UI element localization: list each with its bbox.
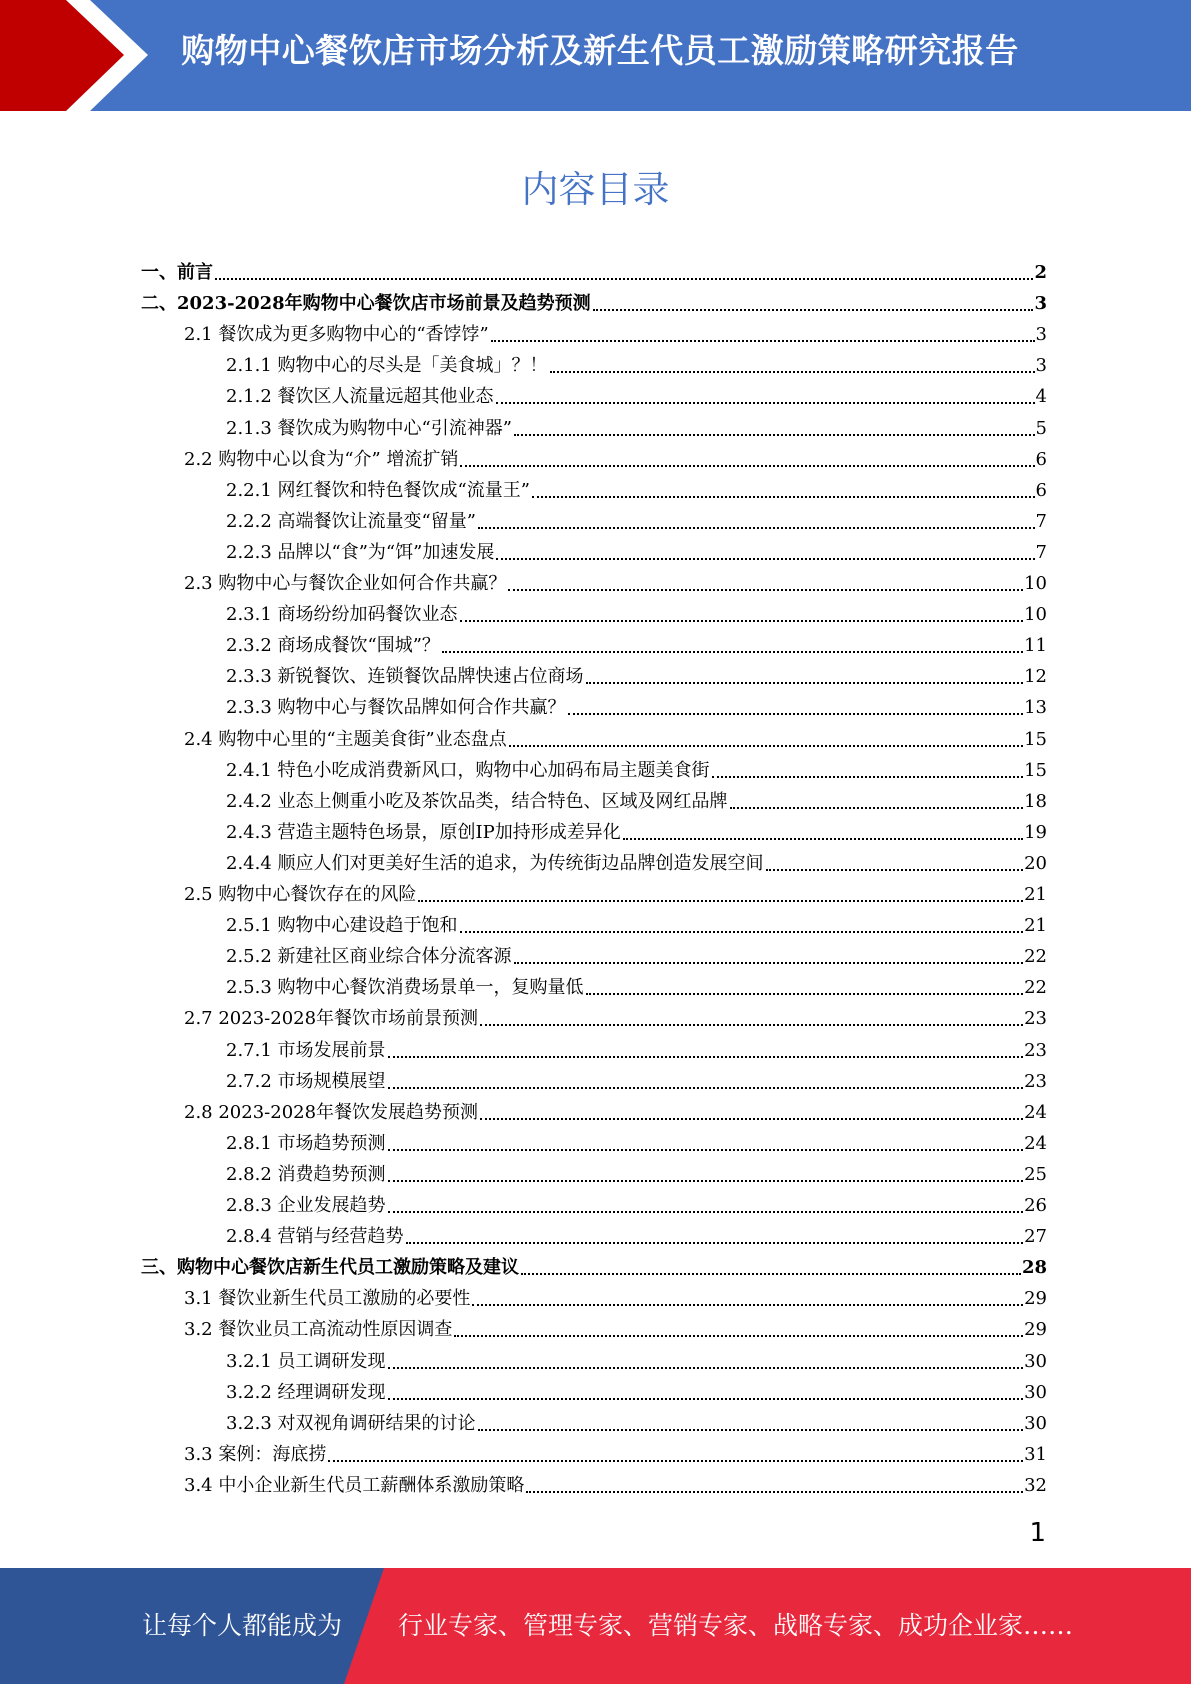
toc-leader-dots xyxy=(568,713,1024,715)
toc-entry-page: 27 xyxy=(1024,1226,1047,1248)
toc-entry-page: 19 xyxy=(1024,821,1047,843)
toc-leader-dots xyxy=(388,1149,1024,1151)
toc-entry-title: 2.4.2 业态上侧重小吃及茶饮品类，结合特色、区域及网红品牌 xyxy=(226,790,728,812)
toc-entry-page: 15 xyxy=(1024,759,1047,781)
toc-entry-title: 2.8.1 市场趋势预测 xyxy=(226,1132,386,1154)
toc-entry-title: 2.8.4 营销与经营趋势 xyxy=(226,1226,404,1248)
toc-entry[interactable] xyxy=(226,471,1047,502)
toc-entry-page: 30 xyxy=(1024,1381,1047,1403)
toc-entry-page: 26 xyxy=(1024,1195,1047,1216)
toc-entry-title: 2.7 2023-2028年餐饮市场前景预测 xyxy=(184,1008,479,1030)
toc-entry-page: 29 xyxy=(1024,1319,1047,1341)
toc-leader-dots xyxy=(766,869,1024,871)
toc-entry[interactable] xyxy=(184,1279,1047,1310)
toc-leader-dots xyxy=(388,1087,1024,1089)
toc-leader-dots xyxy=(496,402,1035,404)
toc-entry-title: 2.1.1 购物中心的尽头是「美食城」？！ xyxy=(226,355,548,377)
toc-entry-title: 2.5 购物中心餐饮存在的风险 xyxy=(184,884,417,905)
toc-entry-title: 2.2.2 高端餐饮让流量变“留量” xyxy=(226,510,476,532)
toc-entry[interactable] xyxy=(184,1466,1047,1497)
toc-leader-dots xyxy=(472,1304,1023,1306)
toc-entry-title: 一、前言 xyxy=(141,262,213,283)
toc-entry-title: 三、购物中心餐饮店新生代员工激励策略及建议 xyxy=(141,1257,519,1279)
toc-entry-title: 3.4 中小企业新生代员工薪酬体系激励策略 xyxy=(184,1474,525,1496)
toc-entry[interactable] xyxy=(226,1186,1047,1217)
toc-leader-dots xyxy=(460,931,1024,933)
toc-entry[interactable] xyxy=(226,409,1047,440)
toc-entry-page: 10 xyxy=(1024,573,1047,594)
toc-entry[interactable] xyxy=(226,533,1047,564)
toc-entry-page: 30 xyxy=(1024,1412,1047,1434)
toc-leader-dots xyxy=(388,1398,1024,1400)
toc-entry-page: 15 xyxy=(1024,728,1047,750)
toc-leader-dots xyxy=(460,620,1024,622)
toc-entry-page: 24 xyxy=(1024,1132,1047,1154)
toc-entry[interactable] xyxy=(184,875,1047,906)
toc-entry[interactable] xyxy=(141,284,1047,315)
toc-entry-title: 2.7.1 市场发展前景 xyxy=(226,1039,386,1061)
toc-leader-dots xyxy=(496,558,1034,560)
toc-leader-dots xyxy=(550,371,1035,373)
toc-leader-dots xyxy=(454,1335,1023,1337)
toc-leader-dots xyxy=(480,1024,1023,1026)
toc-entry-title: 3.2.3 对双视角调研结果的讨论 xyxy=(226,1412,476,1434)
toc-entry[interactable] xyxy=(226,1031,1047,1062)
toc-entry[interactable] xyxy=(141,253,1047,284)
toc-entry-title: 2.2.1 网红餐饮和特色餐饮成“流量王” xyxy=(226,479,530,501)
toc-entry-title: 2.3 购物中心与餐饮企业如何合作共赢？ xyxy=(184,573,507,594)
toc-entry-title: 2.1.2 餐饮区人流量远超其他业态 xyxy=(226,386,494,408)
toc-leader-dots xyxy=(480,1118,1023,1120)
toc-entry[interactable] xyxy=(226,657,1047,688)
toc-leader-dots xyxy=(388,1367,1024,1369)
toc-entry-page: 13 xyxy=(1024,697,1047,719)
toc-heading: 内容目录 xyxy=(521,168,670,211)
toc-leader-dots xyxy=(442,651,1023,653)
toc-entry-title: 2.1.3 餐饮成为购物中心“引流神器” xyxy=(226,417,512,439)
toc-entry-page: 22 xyxy=(1024,977,1047,999)
toc-entry-title: 2.8.3 企业发展趋势 xyxy=(226,1195,386,1216)
toc-entry[interactable] xyxy=(226,813,1047,844)
toc-entry-title: 2.5.3 购物中心餐饮消费场景单一，复购量低 xyxy=(226,977,584,999)
toc-leader-dots xyxy=(509,745,1023,747)
toc-entry-page: 21 xyxy=(1024,915,1047,937)
toc-entry-page: 21 xyxy=(1024,884,1047,905)
toc-entry[interactable] xyxy=(226,906,1047,937)
toc-entry-page: 23 xyxy=(1024,1070,1047,1092)
toc-leader-dots xyxy=(418,900,1023,902)
toc-entry-title: 3.1 餐饮业新生代员工激励的必要性 xyxy=(184,1288,471,1310)
toc-leader-dots xyxy=(730,807,1024,809)
toc-entry[interactable] xyxy=(184,1310,1047,1341)
toc-entry[interactable] xyxy=(226,1373,1047,1404)
toc-entry[interactable] xyxy=(226,937,1047,968)
toc-leader-dots xyxy=(508,589,1023,591)
toc-leader-dots xyxy=(586,993,1024,995)
toc-leader-dots xyxy=(532,496,1035,498)
toc-entry-page: 28 xyxy=(1021,1257,1047,1279)
toc-entry-page: 23 xyxy=(1024,1039,1047,1061)
toc-entry-page: 22 xyxy=(1024,946,1047,968)
toc-entry[interactable] xyxy=(184,564,1047,595)
toc-entry-title: 3.2.1 员工调研发现 xyxy=(226,1350,386,1372)
toc-leader-dots xyxy=(478,527,1035,529)
toc-entry-page: 6 xyxy=(1035,479,1047,501)
toc-entry[interactable] xyxy=(226,968,1047,999)
toc-entry-page: 6 xyxy=(1035,448,1047,470)
footer-band xyxy=(0,1568,1191,1684)
toc-leader-dots xyxy=(521,1273,1021,1275)
toc-entry-page: 29 xyxy=(1024,1288,1047,1310)
toc-leader-dots xyxy=(491,340,1035,342)
toc-leader-dots xyxy=(460,465,1034,467)
toc-entry[interactable] xyxy=(226,844,1047,875)
toc-entry[interactable] xyxy=(226,782,1047,813)
report-title: 购物中心餐饮店市场分析及新生代员工激励策略研究报告 xyxy=(181,31,1019,70)
toc-entry[interactable] xyxy=(226,502,1047,533)
page-number: 1 xyxy=(1029,1518,1046,1548)
toc-leader-dots xyxy=(406,1242,1024,1244)
toc-entry[interactable] xyxy=(226,377,1047,408)
toc-entry[interactable] xyxy=(184,315,1047,346)
toc-leader-dots xyxy=(514,434,1035,436)
toc-entry-title: 2.4.1 特色小吃成消费新风口，购物中心加码布局主题美食街 xyxy=(226,759,710,781)
toc-entry-title: 2.3.3 购物中心与餐饮品牌如何合作共赢？ xyxy=(226,697,566,719)
toc-entry-page: 31 xyxy=(1024,1443,1047,1465)
toc-entry-page: 20 xyxy=(1024,852,1047,874)
toc-entry-page: 32 xyxy=(1024,1474,1047,1496)
toc-entry[interactable] xyxy=(226,1404,1047,1435)
toc-entry-page: 10 xyxy=(1024,604,1047,626)
toc-entry[interactable] xyxy=(226,1342,1047,1373)
toc-entry[interactable] xyxy=(226,1124,1047,1155)
toc-entry-page: 25 xyxy=(1024,1163,1047,1185)
toc-entry-title: 3.3 案例：海底捞 xyxy=(184,1443,327,1465)
toc-entry[interactable] xyxy=(226,346,1047,377)
toc-entry-page: 7 xyxy=(1035,510,1047,532)
toc-entry-title: 2.4 购物中心里的“主题美食街”业态盘点 xyxy=(184,728,507,750)
toc-entry[interactable] xyxy=(226,1062,1047,1093)
toc-entry-page: 3 xyxy=(1035,355,1047,377)
toc-entry-title: 2.2.3 品牌以“食”为“饵”加速发展 xyxy=(226,541,495,563)
toc-entry[interactable] xyxy=(226,1217,1047,1248)
toc-entry-title: 2.5.1 购物中心建设趋于饱和 xyxy=(226,915,458,937)
toc-entry[interactable] xyxy=(226,626,1047,657)
toc-entry[interactable] xyxy=(141,1248,1047,1279)
toc-entry-page: 18 xyxy=(1024,790,1047,812)
toc-entry[interactable] xyxy=(226,751,1047,782)
toc-leader-dots xyxy=(388,1180,1024,1182)
toc-entry-title: 2.3.1 商场纷纷加码餐饮业态 xyxy=(226,604,458,626)
toc-entry[interactable] xyxy=(184,1435,1047,1466)
toc-entry-title: 2.2 购物中心以食为“介” 增流扩销 xyxy=(184,448,459,470)
toc-entry-title: 2.3.3 新锐餐饮、连锁餐饮品牌快速占位商场 xyxy=(226,666,584,688)
toc-entry[interactable] xyxy=(184,999,1047,1030)
toc-entry[interactable] xyxy=(184,440,1047,471)
toc-entry-title: 二、2023-2028年购物中心餐饮店市场前景及趋势预测 xyxy=(141,293,591,315)
toc-entry-page: 11 xyxy=(1024,635,1047,657)
toc-leader-dots xyxy=(388,1056,1024,1058)
toc-entry[interactable] xyxy=(226,595,1047,626)
footer-slogan: 让每个人都能成为 xyxy=(142,1611,343,1640)
toc-entry-page: 4 xyxy=(1035,386,1047,408)
toc-leader-dots xyxy=(514,962,1024,964)
header-band xyxy=(0,0,1191,111)
toc-entry-page: 5 xyxy=(1035,417,1047,439)
toc-entry-title: 2.3.2 商场成餐饮“围城”？ xyxy=(226,635,440,657)
toc-entry-title: 3.2.2 经理调研发现 xyxy=(226,1381,386,1403)
toc-entry[interactable] xyxy=(184,720,1047,751)
toc-entry-title: 2.5.2 新建社区商业综合体分流客源 xyxy=(226,946,512,968)
toc-leader-dots xyxy=(593,309,1034,311)
toc-entry-page: 23 xyxy=(1024,1008,1047,1030)
toc-entry-title: 2.8 2023-2028年餐饮发展趋势预测 xyxy=(184,1101,479,1123)
toc-entry-page: 7 xyxy=(1035,541,1047,563)
toc-entry-title: 2.4.4 顺应人们对更美好生活的追求，为传统街边品牌创造发展空间 xyxy=(226,852,764,874)
toc-entry-title: 2.8.2 消费趋势预测 xyxy=(226,1163,386,1185)
toc-entry-page: 12 xyxy=(1024,666,1047,688)
toc-leader-dots xyxy=(712,776,1024,778)
footer-roles: 行业专家、管理专家、营销专家、战略专家、成功企业家…… xyxy=(398,1611,1074,1640)
toc-entry-title: 2.4.3 营造主题特色场景，原创IP加持形成差异化 xyxy=(226,821,621,843)
toc-entry-title: 2.7.2 市场规模展望 xyxy=(226,1070,386,1092)
toc-leader-dots xyxy=(526,1491,1023,1493)
toc-entry-page: 3 xyxy=(1034,293,1047,315)
toc-entry[interactable] xyxy=(226,1155,1047,1186)
toc-entry[interactable] xyxy=(226,688,1047,719)
toc-leader-dots xyxy=(478,1429,1024,1431)
toc-entry-page: 30 xyxy=(1024,1350,1047,1372)
toc-leader-dots xyxy=(388,1211,1024,1213)
toc-leader-dots xyxy=(586,682,1024,684)
toc-entry-page: 2 xyxy=(1034,262,1047,283)
toc-leader-dots xyxy=(328,1460,1023,1462)
toc-entry-page: 24 xyxy=(1024,1101,1047,1123)
toc-leader-dots xyxy=(623,838,1023,840)
toc-entry-page: 3 xyxy=(1035,324,1047,346)
toc-entry-title: 2.1 餐饮成为更多购物中心的“香饽饽” xyxy=(184,324,489,346)
toc-leader-dots xyxy=(215,278,1033,280)
toc-entry-title: 3.2 餐饮业员工高流动性原因调查 xyxy=(184,1319,453,1341)
toc-entry[interactable] xyxy=(184,1093,1047,1124)
